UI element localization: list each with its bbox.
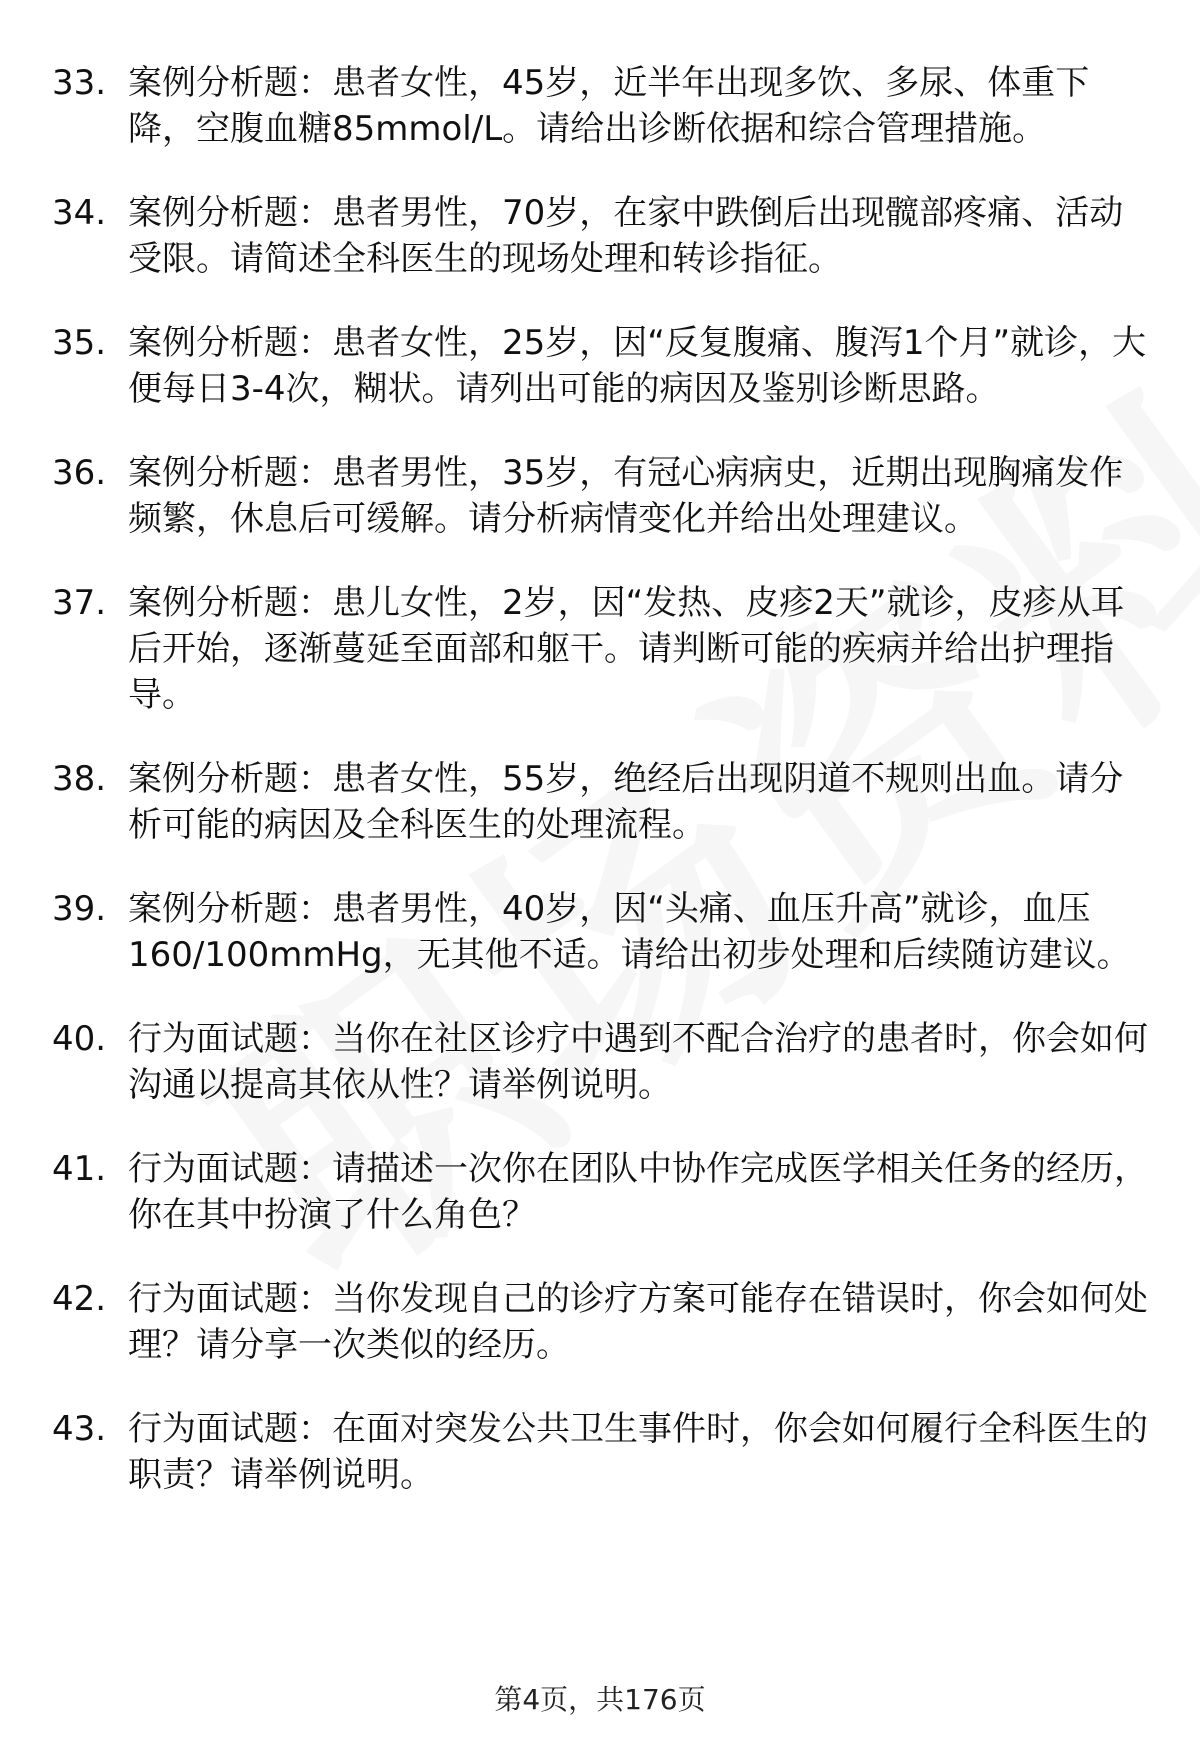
question-number: 41. xyxy=(52,1149,107,1189)
page-footer xyxy=(0,1680,1200,1720)
question-text: 案例分析题：患者男性，40岁，因“头痛、血压升高”就诊，血压160/100mmHg，无其他不适。请给出初步处理和后续随访建议。 xyxy=(128,889,1131,975)
question-item xyxy=(52,886,1152,978)
question-text: 行为面试题：当你在社区诊疗中遇到不配合治疗的患者时，你会如何沟通以提高其依从性？请举例说明。 xyxy=(128,1019,1148,1105)
question-number: 43. xyxy=(52,1409,107,1449)
question-number: 36. xyxy=(52,453,107,493)
question-text: 案例分析题：患者男性，70岁，在家中跌倒后出现髋部疼痛、活动受限。请简述全科医生的现场处理和转诊指征。 xyxy=(128,193,1124,279)
page-number-label: 第4页，共176页 xyxy=(494,1683,706,1716)
question-text: 行为面试题：当你发现自己的诊疗方案可能存在错误时，你会如何处理？请分享一次类似的经历。 xyxy=(128,1279,1148,1365)
question-text: 行为面试题：在面对突发公共卫生事件时，你会如何履行全科医生的职责？请举例说明。 xyxy=(128,1409,1148,1495)
question-text: 案例分析题：患儿女性，2岁，因“发热、皮疹2天”就诊，皮疹从耳后开始，逐渐蔓延至面部和躯干。请判断可能的疾病并给出护理指导。 xyxy=(128,583,1125,715)
question-number: 33. xyxy=(52,63,107,103)
question-item xyxy=(52,450,1152,542)
question-number: 34. xyxy=(52,193,107,233)
question-number: 42. xyxy=(52,1279,107,1319)
question-list xyxy=(52,60,1152,1536)
question-number: 35. xyxy=(52,323,107,363)
question-item xyxy=(52,190,1152,282)
question-number: 38. xyxy=(52,759,107,799)
question-text: 案例分析题：患者女性，25岁，因“反复腹痛、腹泻1个月”就诊，大便每日3-4次，糊状。请列出可能的病因及鉴别诊断思路。 xyxy=(128,323,1147,409)
question-number: 37. xyxy=(52,583,107,623)
question-item xyxy=(52,756,1152,848)
question-item xyxy=(52,580,1152,718)
question-text: 行为面试题：请描述一次你在团队中协作完成医学相关任务的经历，你在其中扮演了什么角色？ xyxy=(128,1149,1148,1235)
question-text: 案例分析题：患者女性，55岁，绝经后出现阴道不规则出血。请分析可能的病因及全科医生的处理流程。 xyxy=(128,759,1124,845)
question-number: 40. xyxy=(52,1019,107,1059)
question-item xyxy=(52,60,1152,152)
question-number: 39. xyxy=(52,889,107,929)
question-item xyxy=(52,320,1152,412)
question-item xyxy=(52,1146,1152,1238)
question-item xyxy=(52,1406,1152,1498)
question-text: 案例分析题：患者男性，35岁，有冠心病病史，近期出现胸痛发作频繁，休息后可缓解。请分析病情变化并给出处理建议。 xyxy=(128,453,1124,539)
question-text: 案例分析题：患者女性，45岁，近半年出现多饮、多尿、体重下降，空腹血糖85mmol/L。请给出诊断依据和综合管理措施。 xyxy=(128,63,1090,149)
question-item xyxy=(52,1016,1152,1108)
question-item xyxy=(52,1276,1152,1368)
